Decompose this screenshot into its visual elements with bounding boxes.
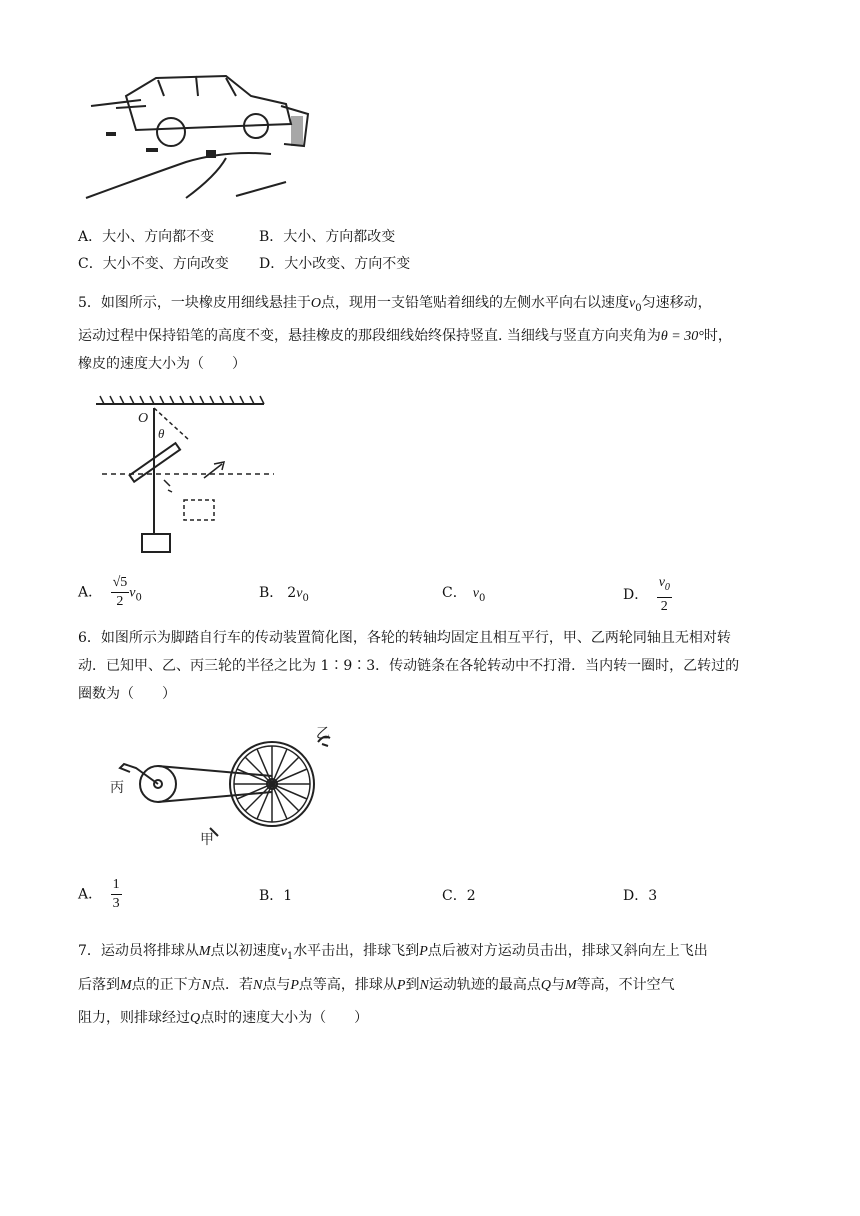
q5-stem-line3: 橡皮的速度大小为（ ）: [78, 356, 246, 372]
q7-stem-line3: 阻力，则排球经过Q点时的速度大小为（ ）: [78, 1010, 369, 1026]
q4-option-a[interactable]: A．大小、方向都不变: [78, 229, 215, 245]
q5-option-b[interactable]: B． $2v_0$: [259, 585, 309, 604]
q5-pendulum-figure: [94, 394, 284, 556]
q7-stem-line1: 7．运动员将排球从M点以初速度$v_1$水平击出，排球飞到P点后被对方运动员击出，排球又斜向左上飞出: [78, 943, 708, 962]
q6-stem-line2: 动．已知甲、乙、丙三轮的半径之比为 1∶9∶3．传动链条在各轮转动中不打滑．当内转一圈时，乙转过的: [78, 658, 740, 674]
q5-option-a[interactable]: A． $\frac{√5}{2}$ $v_0$: [78, 575, 142, 609]
q6-label-bing: 丙: [110, 780, 124, 796]
q5-option-c[interactable]: C． $v_0$: [442, 585, 486, 604]
q5-option-d[interactable]: D． $\frac{v_0}{2}$: [623, 575, 670, 614]
q6-option-a[interactable]: A． $\frac{1}{3}$: [78, 877, 120, 911]
q6-label-jia: 甲: [200, 832, 214, 848]
q6-option-b[interactable]: B．1: [259, 888, 293, 904]
q4-option-c[interactable]: C．大小不变、方向改变: [78, 256, 229, 272]
q4-options-row2: [78, 254, 411, 274]
q5-stem-line2: 运动过程中保持铅笔的高度不变，悬挂橡皮的那段细线始终保持竖直. 当细线与竖直方向夹角为θ = 30°时，: [78, 328, 732, 344]
q6-bicycle-drive-figure: [110, 724, 340, 848]
q4-option-d[interactable]: D．大小改变、方向不变: [259, 256, 411, 272]
q4-options-row1: [78, 227, 396, 247]
q6-stem-line1: 6．如图所示为脚踏自行车的传动装置简化图，各轮的转轴均固定且相互平行，甲、乙两轮同轴且无相对转: [78, 630, 731, 646]
q5-stem-line1: 5．如图所示，一块橡皮用细线悬挂于O点，现用一支铅笔贴着细线的左侧水平向右以速度$v_0$匀速移动，: [78, 295, 712, 314]
q7-stem-line2: 后落到M点的正下方N点．若N点与P点等高，排球从P到N运动轨迹的最高点Q与M等高，不计空气: [78, 977, 675, 993]
q6-label-yi: 乙: [316, 726, 330, 742]
q5-figure-label-o: O: [138, 411, 149, 426]
q6-option-c[interactable]: C．2: [442, 888, 476, 904]
q6-stem-line3: 圈数为（ ）: [78, 686, 176, 702]
q4-option-b[interactable]: B．大小、方向都改变: [259, 229, 396, 245]
car-figure: [86, 66, 308, 198]
q6-option-d[interactable]: D．3: [623, 888, 658, 904]
q5-figure-label-theta: θ: [158, 426, 165, 441]
